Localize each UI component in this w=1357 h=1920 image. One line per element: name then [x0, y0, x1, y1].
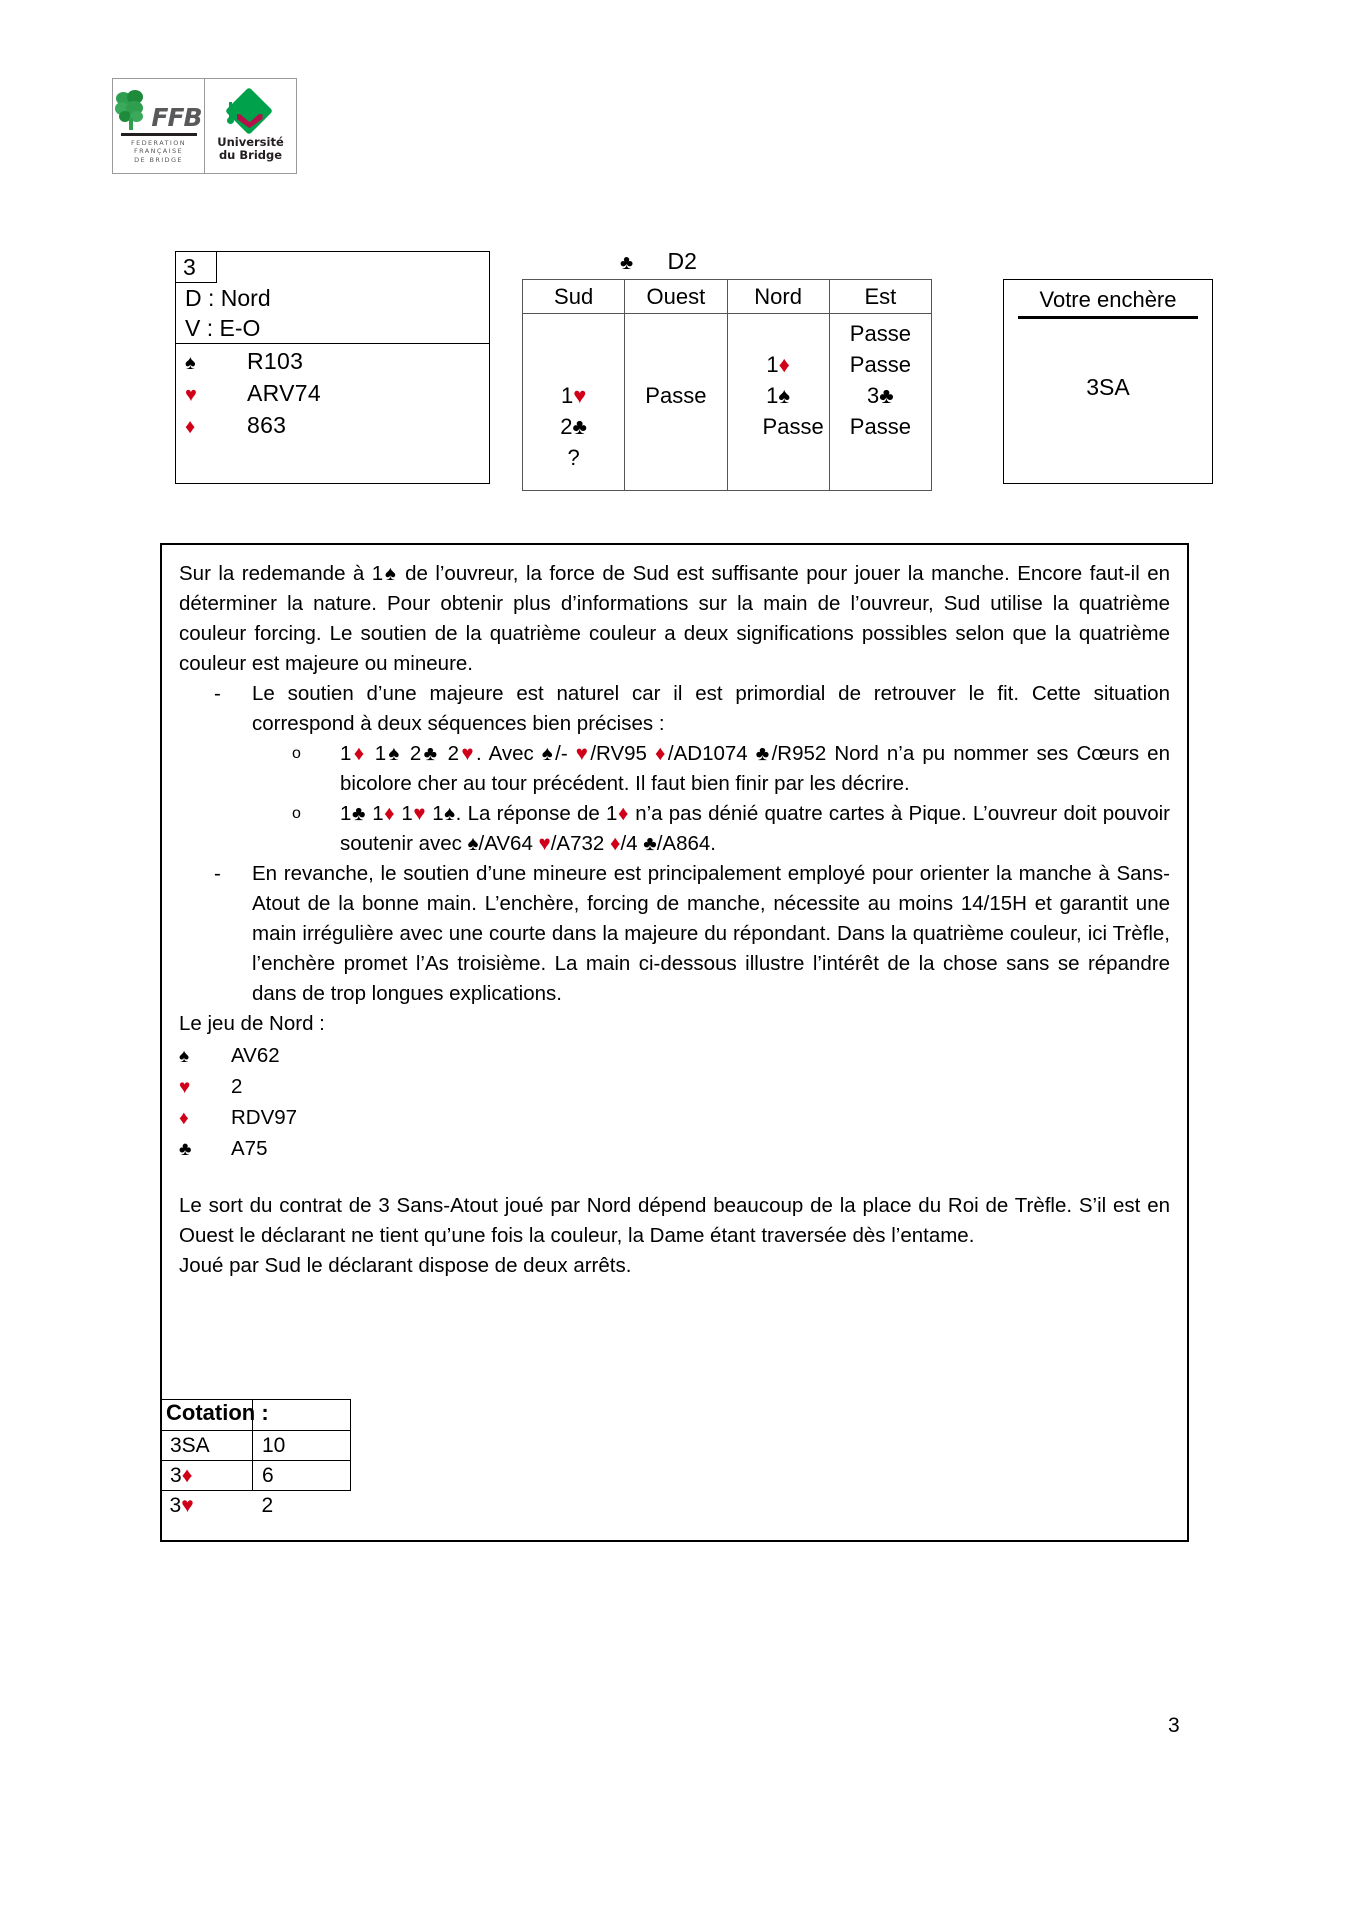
auction-column-ouest: [625, 314, 727, 491]
commentary-subbullet-2: [179, 799, 1170, 859]
auction-header-sud: Sud: [523, 280, 625, 314]
deal-number: 3: [175, 251, 217, 283]
universite-label-line1: Université: [217, 135, 284, 150]
deal-metadata: [176, 283, 489, 344]
nord-hand-diagram: [179, 1041, 1170, 1165]
auction-bid-nord-3: Passe: [762, 414, 824, 439]
diamond-icon: ♦: [179, 1108, 189, 1129]
federation-logo-block: [112, 78, 297, 174]
cotation-row: [161, 1461, 351, 1491]
commentary-bullet-2: [179, 859, 1170, 1009]
hand-row-spades: [176, 346, 489, 378]
auction-header-row: [523, 280, 932, 314]
hand-row-hearts: [176, 378, 489, 410]
nord-hand-row-clubs: [179, 1134, 1170, 1165]
auction-bid-nord-2: 1♠: [766, 383, 791, 408]
ffb-fullname: [131, 139, 186, 163]
bullet-2-marker: -: [214, 862, 221, 885]
commentary-spacer: [179, 1165, 1170, 1191]
cotation-title: Cotation :: [166, 1400, 269, 1425]
opening-lead: [620, 248, 697, 276]
commentary-frame: [160, 543, 1189, 1542]
commentary-paragraph-1: Sur la redemande à 1♠ de l’ouvreur, la force de Sud est suffisante pour jouer la manche. Encore faut-il en déterminer la nature. Pour obtenir plus d’informations sur la main de l’ouvreur, Sud utilise la quatrième couleur forcing. Le soutien de la quatrième couleur a deux significations possibles selon que la quatrième couleur est majeure ou mineure.: [179, 562, 1171, 675]
nord-hand-cards-hearts: 2: [231, 1075, 243, 1098]
ffb-fullname-line3: DE BRIDGE: [134, 155, 183, 164]
nord-hand-cards-clubs: A75: [231, 1137, 268, 1160]
auction-bid-est-4: Passe: [849, 414, 911, 439]
auction-bid-est-1: Passe: [849, 321, 911, 346]
vulnerability-label: V : E-O: [185, 315, 261, 341]
commentary-paragraph-2: Le sort du contrat de 3 Sans-Atout joué par Nord dépend beaucoup de la place du Roi de Trèfle. S’il est en Ouest le déclarant ne tient qu’une fois la couleur, la Dame étant traversée dès l’entame.: [179, 1194, 1170, 1247]
auction-column-nord: [727, 314, 829, 491]
opening-lead-card: D2: [667, 248, 697, 274]
cotation-row: [161, 1491, 351, 1521]
cotation-bid-1: 3SA: [161, 1431, 253, 1461]
auction-bid-ouest-1: Passe: [645, 383, 707, 408]
subbullet-2-text: 1♣ 1♦ 1♥ 1♠. La réponse de 1♦ n’a pas dénié quatre cartes à Pique. L’ouvreur doit pouvoir soutenir avec ♠/AV64 ♥/A732 ♦/4 ♣/A864.: [340, 802, 1170, 855]
auction-table: [522, 279, 932, 491]
tree-icon: [115, 90, 149, 130]
hand-row-diamonds: [176, 410, 489, 442]
diamond-icon: ♦: [185, 416, 196, 438]
heart-icon: ♥: [185, 384, 197, 406]
universite-label-line2: du Bridge: [218, 148, 283, 162]
ffb-fullname-line2: FRANÇAISE: [133, 147, 184, 156]
cotation-block: [160, 1399, 360, 1520]
hand-cards-hearts: ARV74: [247, 380, 321, 406]
ffb-fullname-line1: FEDERATION: [130, 139, 187, 148]
cotation-score-1: 10: [253, 1431, 351, 1461]
auction-column-sud: [523, 314, 625, 491]
bullet-1-text: Le soutien d’une majeure est naturel car il est primordial de retrouver le fit. Cette situation correspond à deux séquences bien précises :: [252, 682, 1170, 735]
cotation-row: [161, 1431, 351, 1461]
dealer-label: D : Nord: [185, 285, 271, 311]
auction-bid-sud-3: ?: [567, 445, 580, 470]
ffb-divider: [121, 133, 197, 136]
subbullet-1-marker: o: [292, 745, 301, 762]
auction-header-ouest: Ouest: [625, 280, 727, 314]
ffb-abbreviation: FFB: [151, 103, 202, 133]
your-bid-box: [1003, 279, 1213, 484]
heart-icon: ♥: [179, 1077, 191, 1098]
spade-icon: ♠: [185, 352, 196, 374]
bullet-1-marker: -: [214, 682, 221, 705]
nord-hand-cards-spades: AV62: [231, 1044, 280, 1067]
ffb-logo-mark: [115, 88, 202, 133]
nord-hand-label: Le jeu de Nord :: [179, 1012, 325, 1035]
hand-cards-diamonds: 863: [247, 412, 287, 438]
universite-label: [217, 136, 284, 162]
your-bid-divider: [1018, 316, 1198, 319]
auction-column-est: [829, 314, 931, 491]
auction-body-row: [523, 314, 932, 491]
auction-header-nord: Nord: [727, 280, 829, 314]
auction-bid-sud-1: 1♥: [560, 383, 587, 408]
cotation-score-3: 2: [261, 1494, 274, 1517]
cotation-bid-2: 3♦: [161, 1461, 253, 1491]
commentary-subbullet-1: [179, 739, 1170, 799]
club-icon: ♣: [179, 1139, 192, 1160]
spade-icon: ♠: [179, 1046, 190, 1067]
subbullet-1-text: 1♦ 1♠ 2♣ 2♥. Avec ♠/- ♥/RV95 ♦/AD1074 ♣/R952 Nord n’a pu nommer ses Cœurs en bicolore cher au tour précédent. Il faut bien finir par les décrire.: [340, 742, 1170, 795]
auction-bid-nord-1: 1♦: [766, 352, 790, 377]
subbullet-2-marker: o: [292, 805, 301, 822]
nord-hand-row-hearts: [179, 1072, 1170, 1103]
nord-hand-row-spades: [179, 1041, 1170, 1072]
graduation-cap-icon: [224, 90, 278, 132]
your-bid-title: Votre enchère: [1039, 287, 1177, 312]
cotation-score-2: 6: [253, 1461, 351, 1491]
ffb-logo: [113, 79, 204, 173]
cotation-bid-3: 3♥: [169, 1494, 194, 1517]
auction-bid-est-3: 3♣: [867, 383, 894, 408]
commentary-bullet-1: [179, 679, 1170, 739]
auction-header-est: Est: [829, 280, 931, 314]
hand-cards-spades: R103: [247, 348, 304, 374]
auction-bid-est-2: Passe: [849, 352, 911, 377]
nord-hand-row-diamonds: [179, 1103, 1170, 1134]
page-number: 3: [1168, 1714, 1180, 1737]
deal-hand: [176, 346, 489, 442]
universite-du-bridge-logo: [204, 79, 296, 173]
club-icon: ♣: [620, 252, 634, 274]
nord-hand-cards-diamonds: RDV97: [231, 1106, 298, 1129]
deal-diagram: [175, 251, 490, 484]
bullet-2-text: En revanche, le soutien d’une mineure est principalement employé pour orienter la manche à Sans-Atout de la bonne main. L’enchère, forcing de manche, nécessite au moins 14/15H et garantit une main irrégulière avec une courte dans la majeure du répondant. Dans la quatrième couleur, ici Trèfle, l’enchère promet l’As troisième. La main ci-dessous illustre l’intérêt de la chose sans se répandre dans de trop longues explications.: [252, 862, 1170, 1005]
your-bid-value: 3SA: [1086, 374, 1130, 400]
auction-bid-sud-2: 2♣: [560, 414, 587, 439]
commentary-paragraph-3: Joué par Sud le déclarant dispose de deux arrêts.: [179, 1254, 632, 1277]
